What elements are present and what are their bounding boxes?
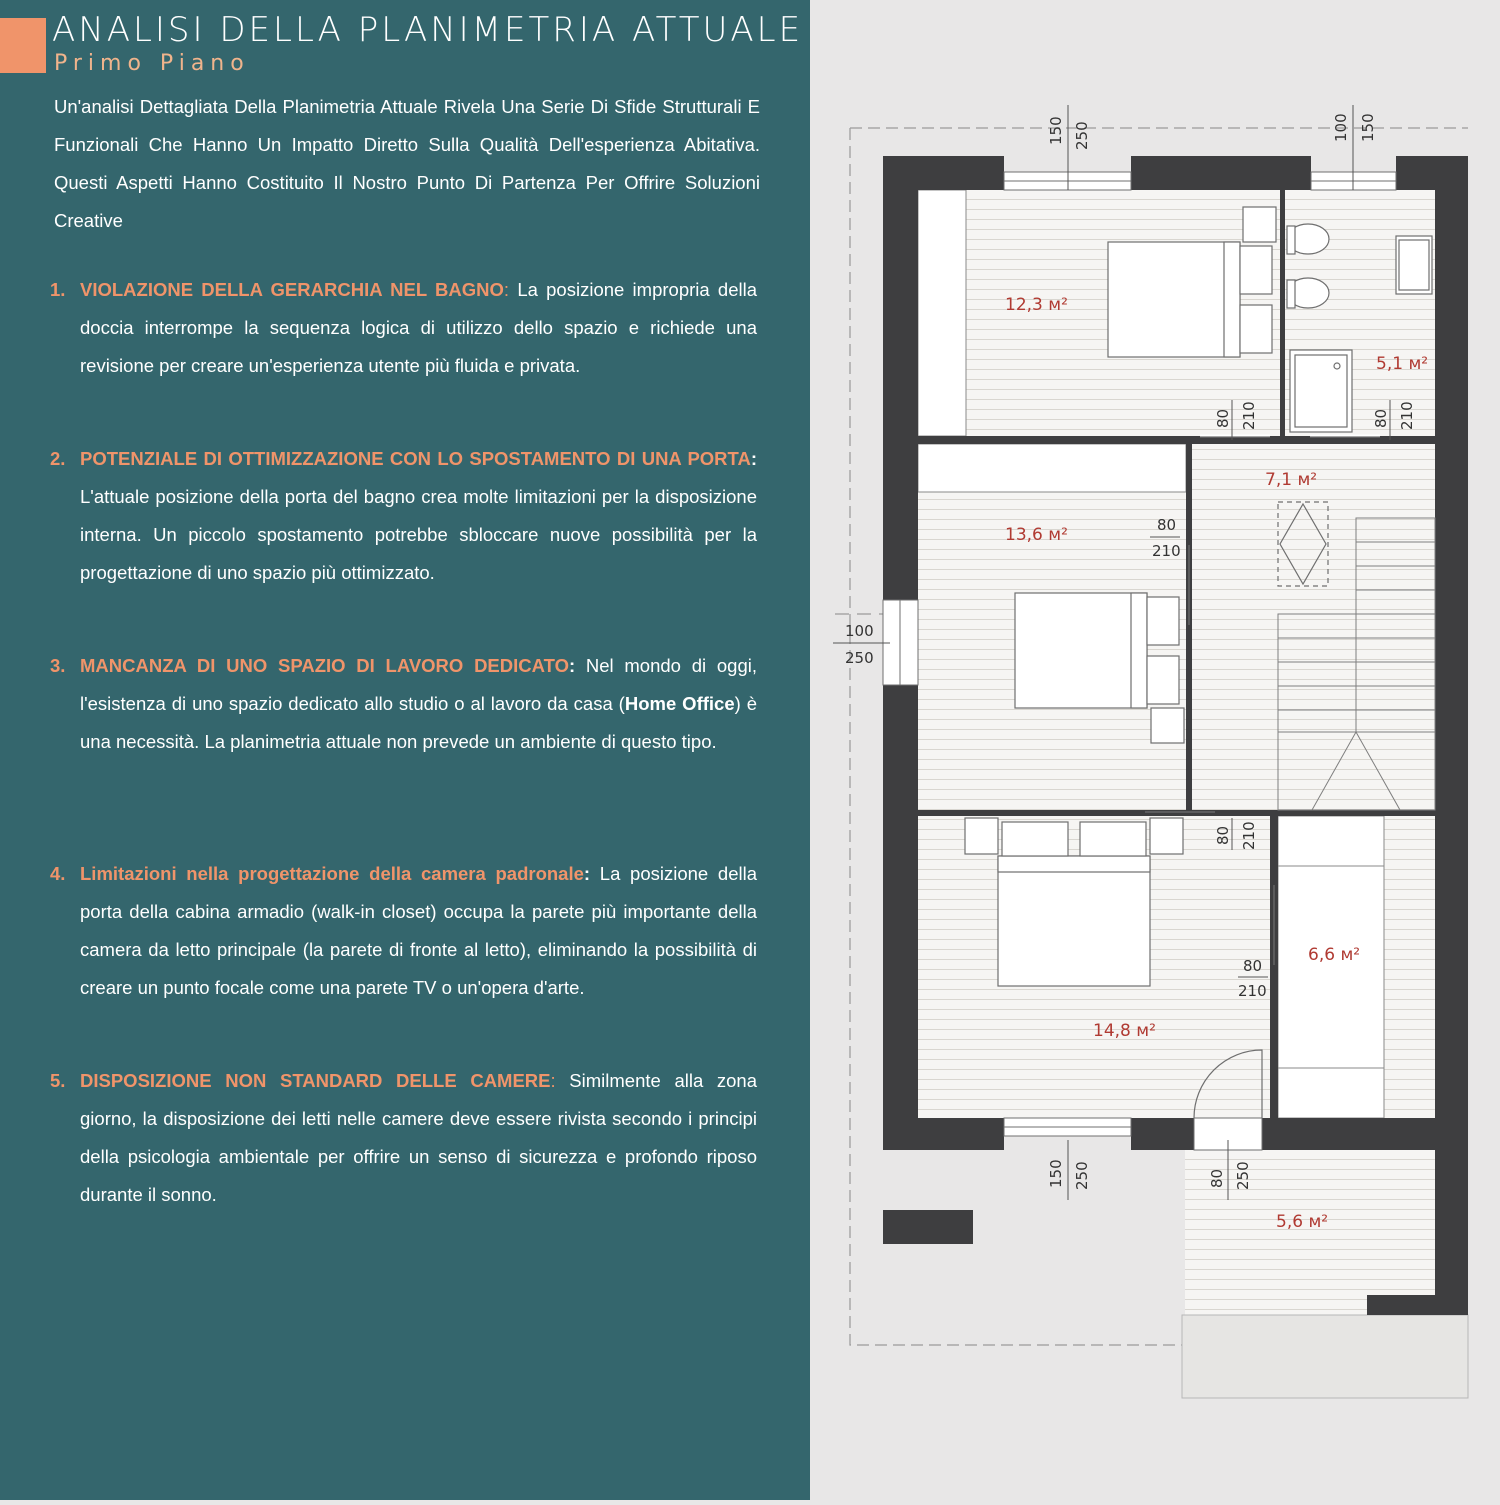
analysis-point-1: 1. VIOLAZIONE DELLA GERARCHIA NEL BAGNO: La posizione impropria della doccia interrompe la sequenza logica di utilizzo dello spazio e richiede una revisione per creare un'esperienza utente più fluida e privata. [50,271,757,385]
wardrobe [1278,816,1384,1118]
dim-label: 80 [1243,957,1263,975]
dim-label: 210 [1240,821,1258,850]
page-title: ANALISI DELLA PLANIMETRIA ATTUALE [52,10,804,50]
point-text: Similmente alla zona giorno, la disposizione dei letti nelle camere deve essere rivista secondo i principi della psicologia ambientale per offrire un senso di sicurezza e profondo riposo durante il sonno. [80,1070,758,1205]
dim-label: 150 [1047,116,1065,145]
dim-label: 100 [1332,113,1350,142]
area-label-closet: 6,6 м² [1308,945,1361,965]
floor-plan [810,0,1500,1500]
area-label-bedroom-1: 12,3 м² [1005,295,1068,315]
area-label-bedroom-2: 13,6 м² [1005,525,1068,545]
dim-label: 80 [1214,825,1232,845]
analysis-point-4: 4. Limitazioni nella progettazione della camera padronale: La posizione della porta della cabina armadio (walk-in closet) occupa la parete più importante della camera da letto principale (la parete di fronte al letto), eliminando la possibilità di creare un punto focale come una parete TV o un'opera d'arte. [50,855,757,1007]
point-text: La posizione impropria della doccia interrompe la sequenza logica di utilizzo dello spazio e richiede una revisione per creare un'esperienza utente più fluida e privata. [80,279,758,376]
dim-label: 250 [1073,121,1091,150]
analysis-point-5: 5. DISPOSIZIONE NON STANDARD DELLE CAMERE: Similmente alla zona giorno, la disposizione dei letti nelle camere deve essere rivista secondo i principi della psicologia ambientale per offrire un senso di sicurezza e profondo riposo durante il sonno. [50,1062,757,1214]
wardrobe [918,444,1186,492]
dim-label: 150 [1047,1159,1065,1188]
page-subtitle: Primo Piano [54,51,250,76]
area-label-balcony: 5,6 м² [1276,1212,1329,1232]
room-hall [1192,444,1435,810]
dim-label: 210 [1152,542,1181,560]
point-number: 3. [50,655,66,676]
point-heading: MANCANZA DI UNO SPAZIO DI LAVORO DEDICATO [80,655,569,676]
dim-label: 250 [1234,1161,1252,1190]
dim-label: 210 [1238,982,1267,1000]
dim-label: 210 [1398,401,1416,430]
area-label-bathroom: 5,1 м² [1376,354,1429,374]
dim-label: 80 [1372,408,1390,428]
point-heading: POTENZIALE DI OTTIMIZZAZIONE CON LO SPOSTAMENTO DI UNA PORTA [80,448,751,469]
floor-plan-panel [810,0,1500,1500]
dim-label: 150 [1359,113,1377,142]
dim-label: 210 [1240,401,1258,430]
area-label-master: 14,8 м² [1093,1021,1156,1041]
point-text: La posizione della porta della cabina armadio (walk-in closet) occupa la parete più importante della camera da letto principale (la parete di fronte al letto), eliminando la possibilità di creare un punto focale come una parete TV o un'opera d'arte. [80,863,757,998]
analysis-point-3: 3. MANCANZA DI UNO SPAZIO DI LAVORO DEDICATO: Nel mondo di oggi, l'esistenza di uno spazio dedicato allo studio o al lavoro da casa (Home Office) è una necessità. La planimetria attuale non prevede un ambiente di questo tipo. [50,647,757,761]
point-text: L'attuale posizione della porta del bagno crea molte limitazioni per la disposizione interna. Un piccolo spostamento potrebbe sbloccare nuove possibilità per la progettazione di uno spazio più ottimizzato. [80,486,757,583]
terrace-slab [1182,1315,1468,1398]
dim-label: 250 [845,649,874,667]
area-label-hall: 7,1 м² [1265,470,1318,490]
point-heading: Limitazioni nella progettazione della camera padronale [80,863,584,884]
accent-square [0,18,46,73]
home-office-highlight: Home Office [624,693,735,714]
dim-label: 80 [1208,1168,1226,1188]
analysis-point-2: 2. POTENZIALE DI OTTIMIZZAZIONE CON LO SPOSTAMENTO DI UNA PORTA: L'attuale posizione della porta del bagno crea molte limitazioni per la disposizione interna. Un piccolo spostamento potrebbe sbloccare nuove possibilità per la progettazione di uno spazio più ottimizzato. [50,440,757,592]
point-number: 4. [50,863,66,884]
point-heading: VIOLAZIONE DELLA GERARCHIA NEL BAGNO [80,279,504,300]
dim-label: 250 [1073,1161,1091,1190]
point-heading: DISPOSIZIONE NON STANDARD DELLE CAMERE [80,1070,551,1091]
wardrobe [918,190,966,436]
point-number: 5. [50,1070,66,1091]
intro-paragraph: Un'analisi Dettagliata Della Planimetria Attuale Rivela Una Serie Di Sfide Strutturali E Funzionali Che Hanno Un Impatto Diretto Sulla Qualità Dell'esperienza Abitativa. Questi Aspetti Hanno Costituito Il Nostro Punto Di Partenza Per Offrire Soluzioni Creative [54,96,760,231]
point-number: 2. [50,448,66,469]
dim-label: 100 [845,622,874,640]
point-text: Nel mondo di oggi, l'esistenza di uno spazio dedicato allo studio o al lavoro da casa ( [80,655,757,714]
dim-label: 80 [1157,516,1177,534]
dim-label: 80 [1214,408,1232,428]
point-number: 1. [50,279,66,300]
